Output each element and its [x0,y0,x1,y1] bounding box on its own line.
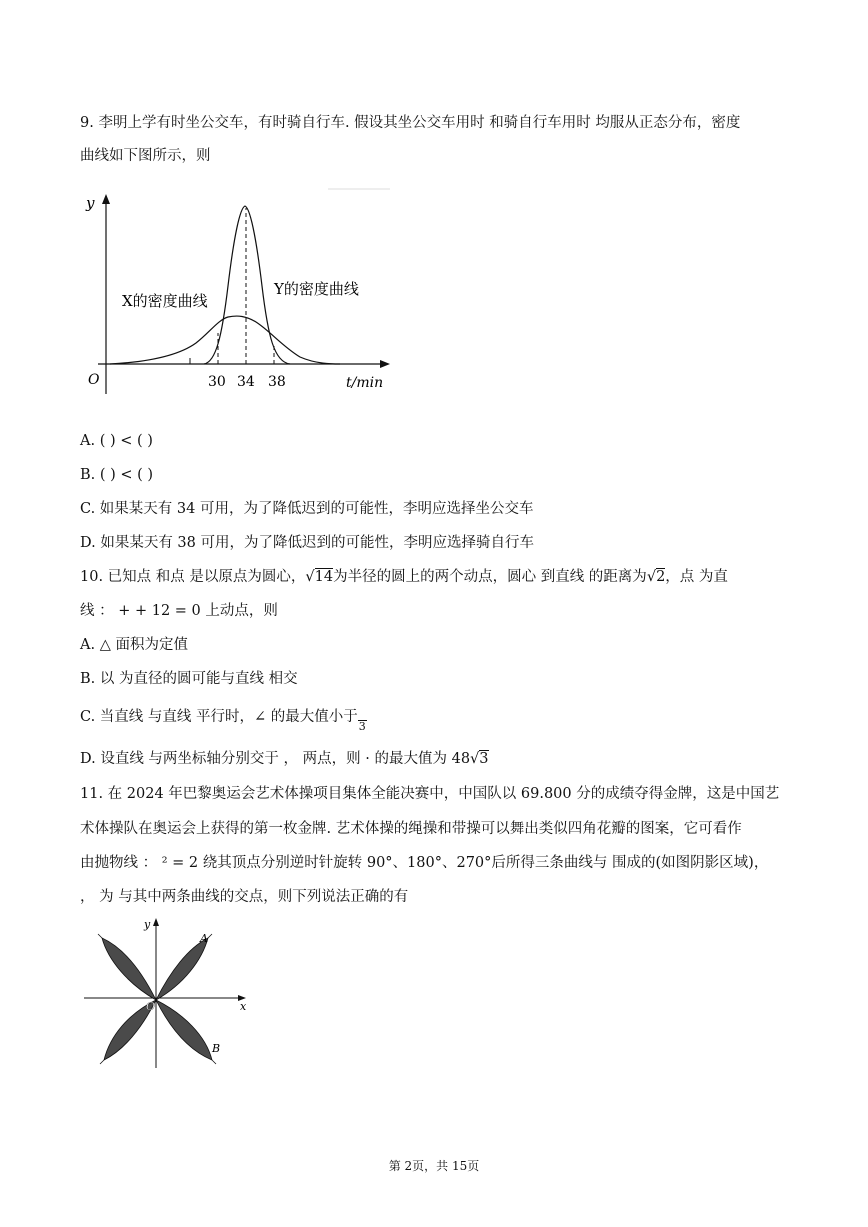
sqrt-sign: √ [646,569,657,585]
x-curve-label: X的密度曲线 [122,292,208,310]
q9-option-b: B. ( ) < ( ) [80,467,154,483]
density-curves-figure [78,186,398,400]
q10-option-c-text: C. 当直线 与直线 平行时，∠ 的最大值小于 [80,709,358,725]
y-axis-arrow [153,918,159,926]
q10-stem-text-c: ，点 为直 [665,569,728,585]
q9-option-c: C. 如果某天有 34 可用，为了降低迟到的可能性，李明应选择坐公交车 [80,501,534,517]
q10-option-d-text: D. 设直线 与两坐标轴分别交于 ， 两点，则 · 的最大值为 48 [80,751,471,767]
fraction [358,720,367,732]
y-axis-label: y [144,918,151,931]
curve-extension [212,1060,216,1064]
petal-lower-right [156,1000,212,1060]
point-a-label: A [200,932,208,945]
petal-figure [80,914,250,1070]
petal-upper-right [156,938,208,1000]
sqrt-3: 3 [479,751,489,767]
y-axis-label: y [86,194,95,212]
y-axis-arrow [102,194,110,204]
q10-option-b: B. 以 为直径的圆可能与直线 相交 [80,671,298,687]
tick-34: 34 [237,374,255,390]
origin-label: O [146,1000,156,1013]
point-b-label: B [212,1042,221,1055]
tick-30: 30 [208,374,226,390]
sqrt-14: 14 [314,569,334,585]
q10-stem-text-a: 10. 已知点 和点 是以原点为圆心， [80,569,306,585]
page-footer: 第 2页，共 15页 [388,1159,480,1173]
curve-extension [98,934,102,938]
sqrt-2: 2 [656,569,666,585]
q10-stem-text-b: 为半径的圆上的两个动点，圆心 到直线 的距离为 [333,569,647,585]
petal-upper-left [102,938,156,1000]
q9-stem-line1: 9. 李明上学有时坐公交车，有时骑自行车. 假设其坐公交车用时 和骑自行车用时 均服从正态分布，密度 [80,115,741,131]
x-density-curve [110,316,340,364]
q11-stem-line1: 11. 在 2024 年巴黎奥运会艺术体操项目集体全能决赛中，中国队以 69.800 分的成绩夺得金牌，这是中国艺 [80,786,780,802]
q10-option-a: A. △ 面积为定值 [80,637,188,653]
curve-extension [100,1060,104,1064]
q11-stem-line2: 术体操队在奥运会上获得的第一枚金牌. 艺术体操的绳操和带操可以舞出类似四角花瓣的图案，它可看作 [80,821,742,837]
x-axis-arrow [380,360,390,368]
sqrt-sign: √ [470,751,480,767]
q10-option-c [80,707,367,732]
q11-stem-line4: ， 为 与其中两条曲线的交点，则下列说法正确的有 [80,889,409,905]
y-curve-label: Y的密度曲线 [274,280,359,298]
q11-stem-line3: 由抛物线 ： ² = 2 绕其顶点分别逆时针旋转 90°、180°、270°后所得三条曲线与 围成的(如图阴影区域)， [80,855,769,871]
origin-label: O [88,372,100,388]
q9-option-a: A. ( ) < ( ) [80,433,153,449]
fraction-denominator: 3 [358,720,366,733]
q10-stem-line2: 线 ： + + 12 = 0 上动点，则 [80,603,278,619]
sqrt-sign: √ [305,569,315,585]
q9-option-d: D. 如果某天有 38 可用，为了降低迟到的可能性，李明应选择骑自行车 [80,535,534,551]
q9-stem-line2: 曲线如下图所示，则 [80,148,211,164]
x-axis-label: x [240,1000,247,1013]
tick-38: 38 [268,374,286,390]
q10-option-d [80,749,489,769]
q10-stem-line1 [80,567,728,587]
x-axis-label: t/min [346,375,384,391]
curve-extension [208,934,212,938]
